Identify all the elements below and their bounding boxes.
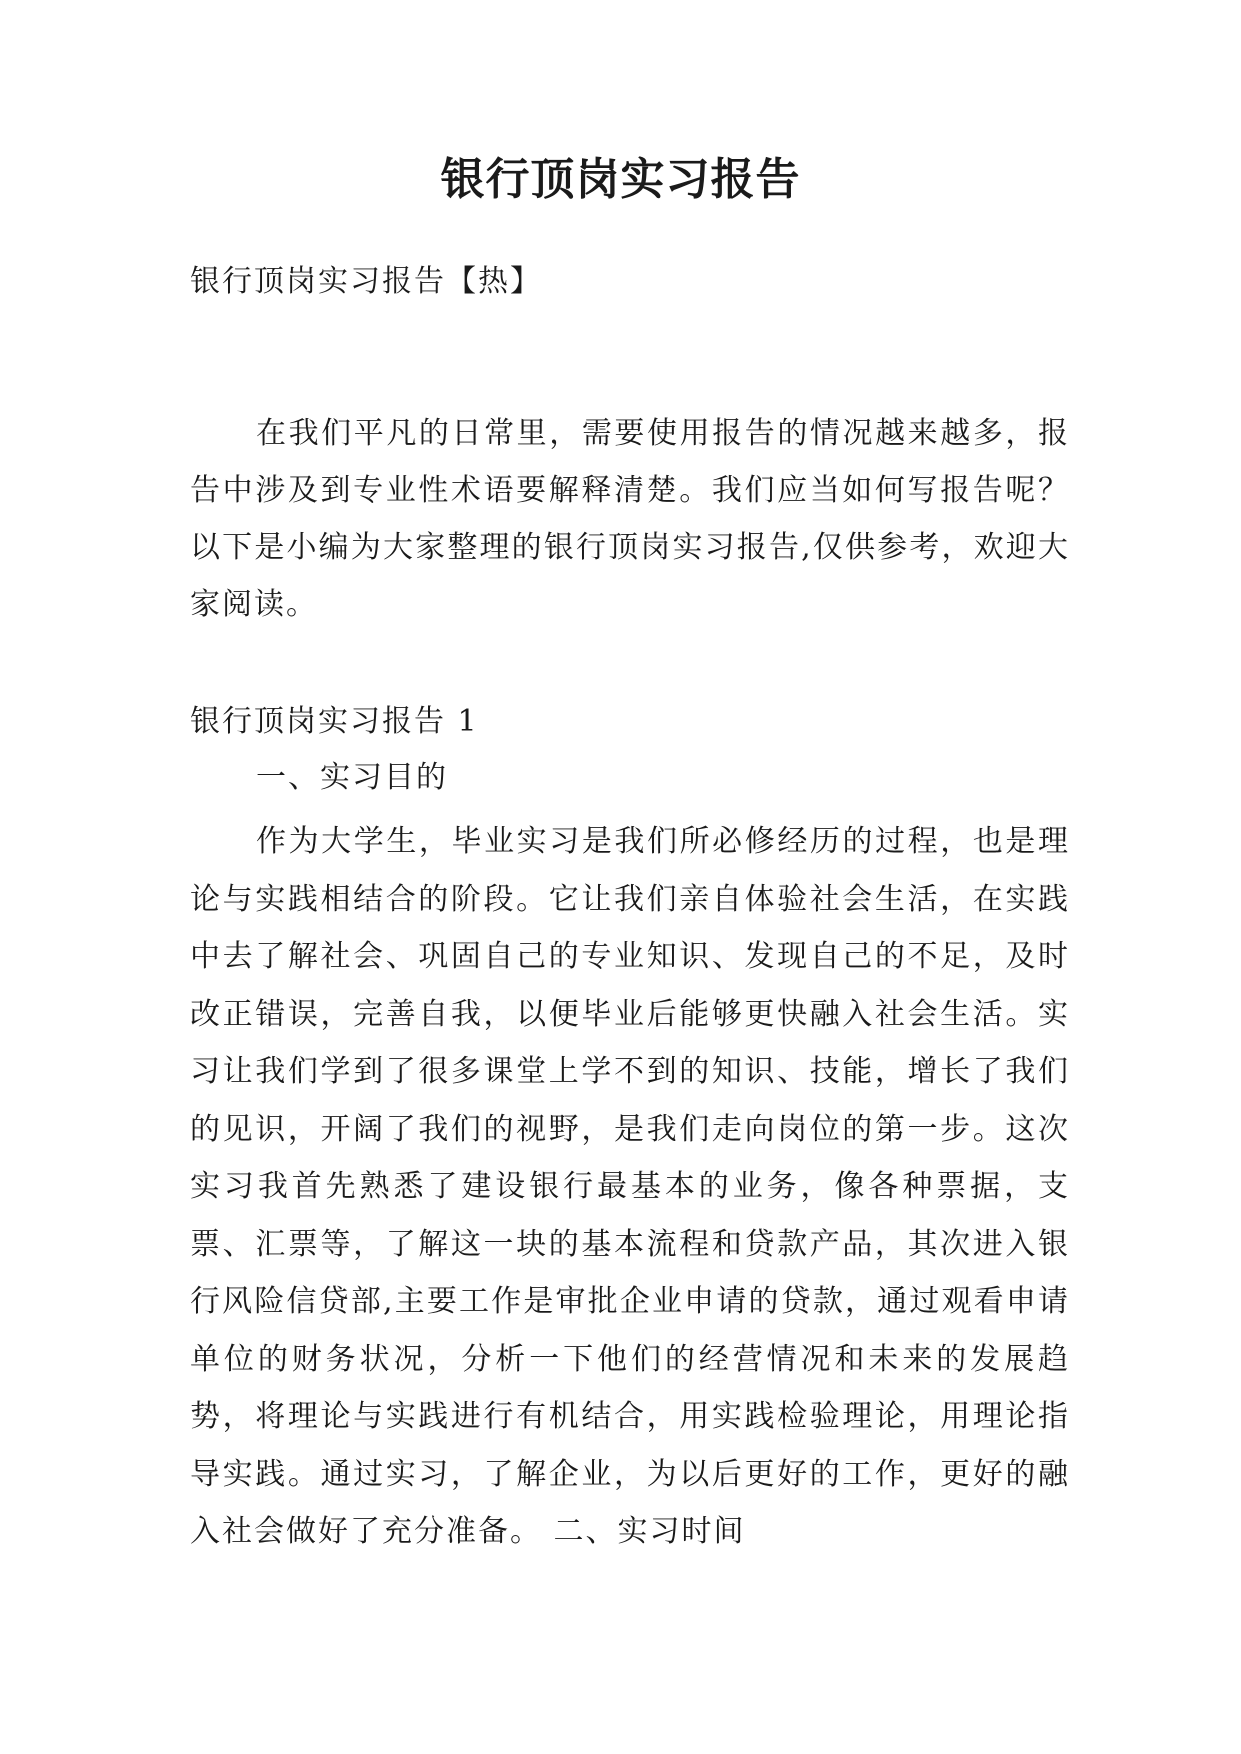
document-title: 银行顶岗实习报告 bbox=[440, 154, 801, 205]
intro-paragraph: 在我们平凡的日常里，需要使用报告的情况越来越多，报告中涉及到专业性术语要解释清楚。我们应当如何写报告呢？以下是小编为大家整理的银行顶岗实习报告,仅供参考，欢迎大家阅读。 bbox=[190, 416, 1070, 622]
document-subtitle: 银行顶岗实习报告【热】 bbox=[190, 264, 542, 299]
sub-heading: 一、实习目的 bbox=[256, 760, 448, 795]
section-heading: 银行顶岗实习报告 1 bbox=[190, 704, 479, 739]
body-paragraph: 作为大学生，毕业实习是我们所必修经历的过程，也是理论与实践相结合的阶段。它让我们亲自体验社会生活，在实践中去了解社会、巩固自己的专业知识、发现自己的不足，及时改正错误，完善自我，以便毕业后能够更快融入社会生活。实习让我们学到了很多课堂上学不到的知识、技能，增长了我们的见识，开阔了我们的视野，是我们走向岗位的第一步。这次实习我首先熟悉了建设银行最基本的业务，像各种票据，支票、汇票等，了解这一块的基本流程和贷款产品，其次进入银行风险信贷部,主要工作是审批企业申请的贷款，通过观看申请单位的财务状况，分析一下他们的经营情况和未来的发展趋势，将理论与实践进行有机结合，用实践检验理论，用理论指导实践。通过实习，了解企业，为以后更好的工作，更好的融入社会做好了充分准备。 二、实习时间 bbox=[190, 824, 1070, 1549]
